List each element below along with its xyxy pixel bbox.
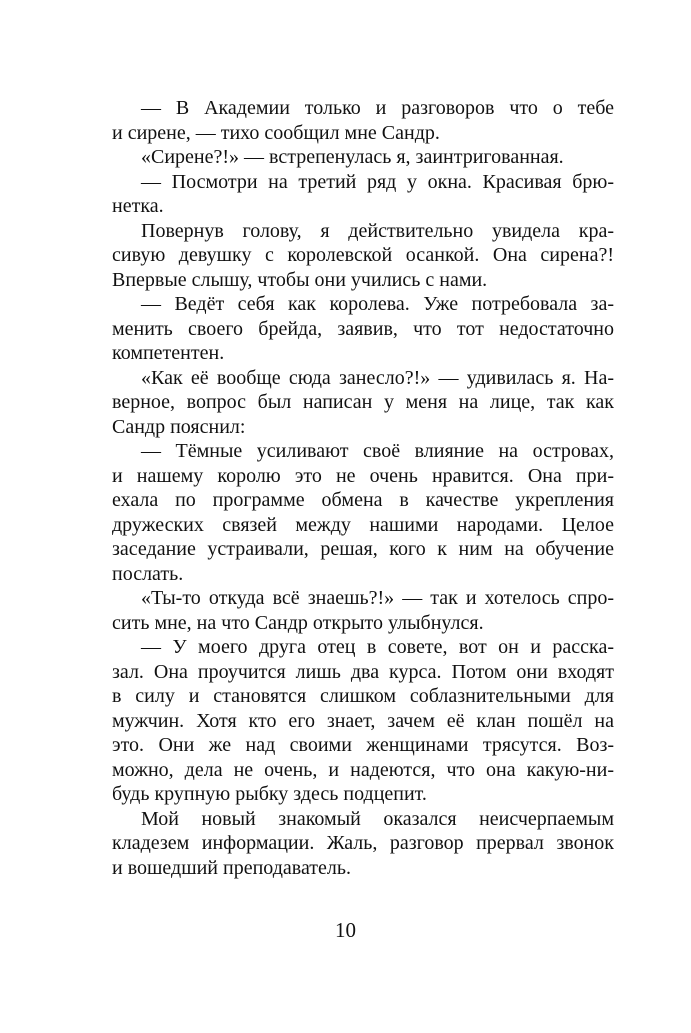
text-line: — У моего друга отец в совете, вот он и расска- [141, 636, 614, 658]
text-line: компетентен. [112, 342, 225, 364]
text-line: Впервые слышу, чтобы они учились с нами. [112, 268, 488, 291]
text-line: «Ты-то откуда всё знаешь?!» — так и хотелось спро- [141, 587, 614, 609]
text-line: Сандр пояснил: [112, 415, 246, 438]
text-line: в силу и становятся слишком соблазнительными для [112, 685, 614, 707]
text-line: заседание устраивали, решая, кого к ним на обучение [112, 538, 614, 560]
text-line: дружеских связей между нашими народами. Целое [112, 513, 614, 536]
text-line: «Как её вообще сюда занесло?!» — удивилась я. На- [141, 366, 614, 389]
text-line: можно, дела не очень, и надеются, что она какую-ни- [112, 758, 614, 781]
text-line: и сирене, — тихо сообщил мне Сандр. [112, 121, 440, 144]
text-line: сивую девушку с королевской осанкой. Она сирена?! [112, 244, 614, 266]
text-line: и вошедший преподаватель. [112, 856, 352, 879]
text-line: нетка. [112, 195, 164, 217]
text-line: мужчин. Хотя кто его знает, зачем её клан пошёл на [112, 709, 614, 732]
text-line: — Тёмные усиливают своё влияние на островах, [141, 440, 614, 462]
text-line: послать. [112, 562, 184, 585]
text-line: «Сирене?!» — встрепенулась я, заинтригованная. [141, 146, 564, 168]
text-line: это. Они же над своими женщинами трясутся. Воз- [112, 734, 614, 756]
text-line: и нашему королю это не очень нравится. Она при- [112, 464, 614, 487]
text-line: кладезем информации. Жаль, разговор прервал звонок [112, 832, 614, 854]
text-line: Мой новый знакомый оказался неисчерпаемым [141, 807, 614, 830]
text-line: — Ведёт себя как королева. Уже потребовала за- [141, 293, 614, 315]
text-line: — В Академии только и разговоров что о тебе [141, 97, 614, 119]
text-line: верное, вопрос был написан у меня на лице, так как [112, 391, 614, 413]
text-line: менить своего брейда, заявив, что тот недостаточно [112, 317, 614, 340]
body-text [112, 96, 614, 880]
text-line: будь крупную рыбку здесь подцепит. [112, 783, 427, 805]
page-number: 10 [335, 918, 356, 942]
text-line: Повернув голову, я действительно увидела кра- [141, 219, 614, 242]
text-line: — Посмотри на третий ряд у окна. Красивая брю- [141, 170, 614, 193]
text-line: сить мне, на что Сандр открыто улыбнулся. [112, 611, 484, 634]
text-line: зал. Она проучится лишь два курса. Потом они входят [112, 660, 614, 683]
text-line: ехала по программе обмена в качестве укрепления [112, 489, 614, 511]
